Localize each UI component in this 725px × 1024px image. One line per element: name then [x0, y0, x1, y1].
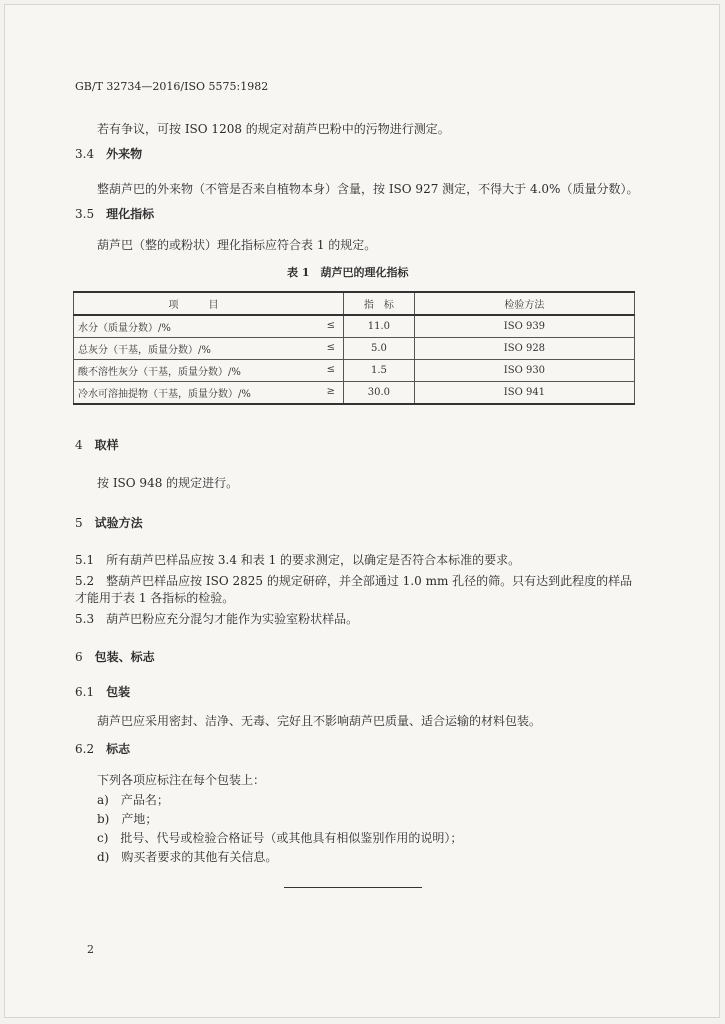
row-method: ISO 939: [414, 315, 634, 338]
section-6-heading: 6 包装、标志: [75, 650, 155, 664]
row-symbol: ≤: [326, 320, 336, 331]
clause-5-2-line2: 才能用于表 1 各指标的检验。: [75, 591, 235, 605]
row-item: 水分（质量分数）/%: [78, 323, 171, 334]
clause-5-2-line1: 5.2 整葫芦巴样品应按 ISO 2825 的规定研碎，并全部通过 1.0 mm 孔径的筛。只有达到此程度的样品: [75, 574, 633, 588]
row-limit: 5.0: [344, 338, 415, 360]
row-symbol: ≤: [326, 342, 336, 353]
section-3-4-heading: 3.4 外来物: [75, 147, 143, 161]
row-method: ISO 928: [414, 338, 634, 360]
row-method: ISO 930: [414, 360, 634, 382]
header-item: 项目: [74, 292, 344, 315]
list-item: c) 批号、代号或检验合格证号（或其他具有相似鉴别作用的说明）；: [97, 831, 463, 845]
clause-5-1: 5.1 所有葫芦巴样品应按 3.4 和表 1 的要求测定，以确定是否符合本标准的要求。: [75, 553, 521, 567]
table-row: [74, 360, 635, 382]
table-caption: 表 1 葫芦巴的理化指标: [287, 266, 409, 279]
list-item: b) 产地；: [97, 812, 158, 826]
table-header-row: [74, 292, 635, 315]
header-limit: 指 标: [344, 292, 415, 315]
row-item: 酸不溶性灰分（干基，质量分数）/%: [78, 367, 241, 378]
end-rule: [284, 887, 422, 888]
section-6-2-intro: 下列各项应标注在每个包装上：: [97, 773, 266, 787]
section-4-heading: 4 取样: [75, 438, 119, 452]
section-3-4-text: 整葫芦巴的外来物（不管是否来自植物本身）含量，按 ISO 927 测定，不得大于 4.0%（质量分数）。: [97, 182, 639, 196]
row-method: ISO 941: [414, 382, 634, 405]
list-item: d) 购买者要求的其他有关信息。: [97, 850, 278, 864]
list-item: a) 产品名；: [97, 793, 169, 807]
section-6-1-text: 葫芦巴应采用密封、洁净、无毒、完好且不影响葫芦巴质量、适合运输的材料包装。: [97, 714, 542, 728]
table-row: [74, 338, 635, 360]
section-4-text: 按 ISO 948 的规定进行。: [97, 476, 239, 490]
section-6-2-heading: 6.2 标志: [75, 742, 131, 756]
row-item: 冷水可溶抽提物（干基，质量分数）/%: [78, 389, 251, 400]
row-limit: 11.0: [344, 315, 415, 338]
row-symbol: ≥: [326, 386, 336, 397]
row-symbol: ≤: [326, 364, 336, 375]
row-limit: 30.0: [344, 382, 415, 405]
section-5-heading: 5 试验方法: [75, 516, 143, 530]
physicochemical-table: [73, 291, 635, 405]
row-limit: 1.5: [344, 360, 415, 382]
intro-paragraph: 若有争议，可按 ISO 1208 的规定对葫芦巴粉中的污物进行测定。: [97, 122, 450, 136]
row-item: 总灰分（干基，质量分数）/%: [78, 345, 211, 356]
standard-code: GB/T 32734—2016/ISO 5575:1982: [75, 80, 269, 93]
table-row: [74, 382, 635, 405]
section-3-5-heading: 3.5 理化指标: [75, 207, 155, 221]
section-6-1-heading: 6.1 包装: [75, 685, 131, 699]
table-row: [74, 315, 635, 338]
header-method: 检验方法: [414, 292, 634, 315]
section-3-5-text: 葫芦巴（整的或粉状）理化指标应符合表 1 的规定。: [97, 238, 377, 252]
clause-5-3: 5.3 葫芦巴粉应充分混匀才能作为实验室粉状样品。: [75, 612, 359, 626]
page-number: 2: [87, 943, 94, 956]
